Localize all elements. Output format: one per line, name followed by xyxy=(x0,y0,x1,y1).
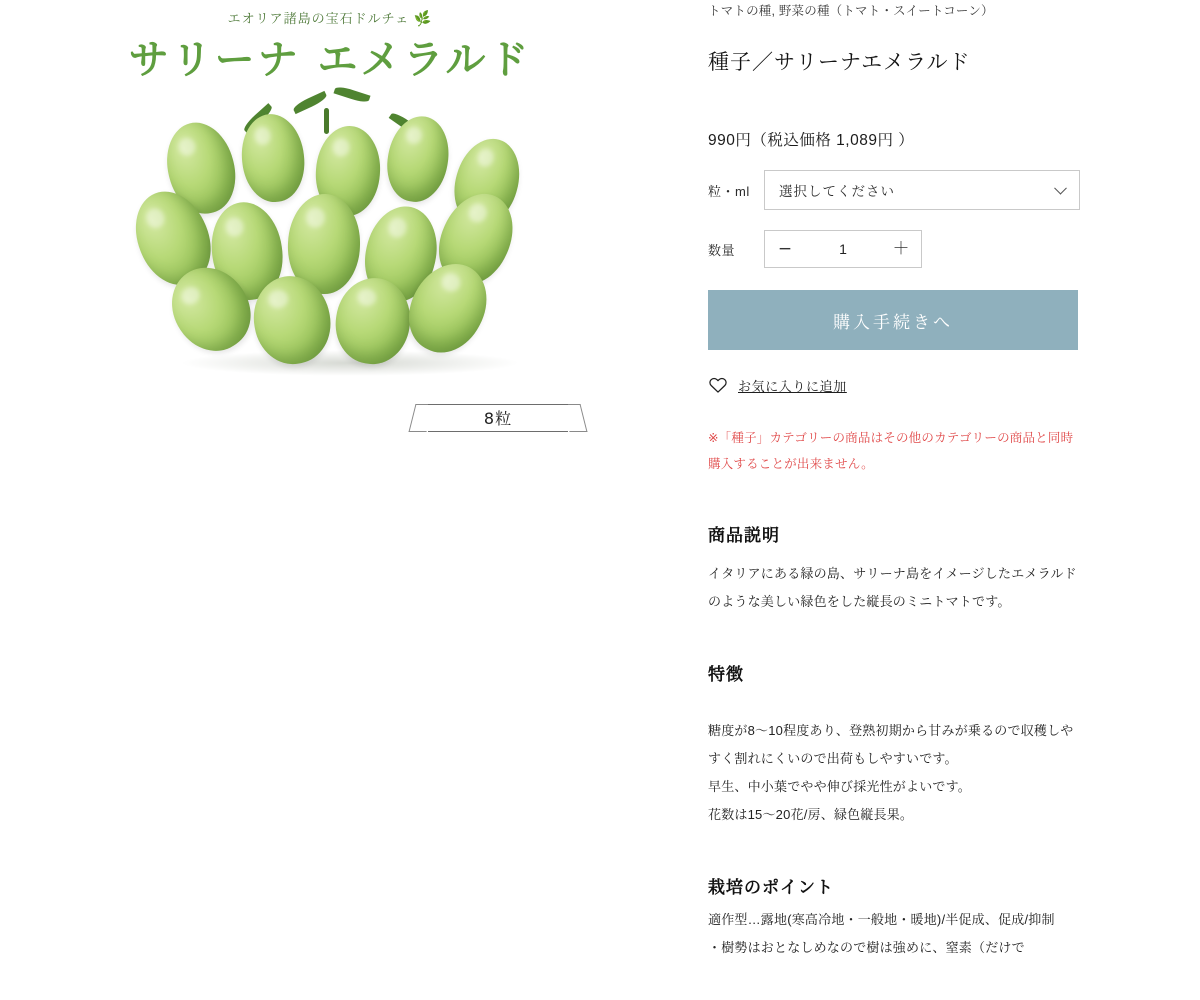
growing-body-1: 適作型…露地(寒高冷地・一般地・暖地)/半促成、促成/抑制 xyxy=(708,912,1055,927)
product-image[interactable] xyxy=(20,0,640,440)
image-tagline xyxy=(20,8,640,27)
description-body: イタリアにある緑の島、サリーナ島をイメージしたエメラルドのような美しい緑色をした縦長のミニトマトです。 xyxy=(708,566,1077,609)
stem-leaf xyxy=(333,85,370,105)
purchase-notice: ※「種子」カテゴリーの商品はその他のカテゴリーの商品と同時購入することが出来ません。 xyxy=(708,431,1074,471)
quantity-stepper[interactable] xyxy=(764,230,922,268)
product-info xyxy=(660,0,1200,1000)
unit-select-row xyxy=(708,170,1080,210)
stem-leaf xyxy=(292,91,328,114)
leaf-icon: 🌿 xyxy=(413,10,434,29)
features-body-2: 早生、中小葉でやや伸び採光性がよいです。 xyxy=(708,779,971,794)
heart-icon xyxy=(708,375,728,395)
add-to-favorites-link[interactable]: お気に入りに追加 xyxy=(738,378,847,394)
tomato xyxy=(381,111,455,206)
growing-heading: 栽培のポイント xyxy=(708,878,834,898)
breadcrumb[interactable]: トマトの種, 野菜の種（トマト・スイートコーン） xyxy=(708,4,994,18)
description-heading: 商品説明 xyxy=(708,526,780,546)
unit-select-value: 選択してください xyxy=(779,184,895,199)
unit-select[interactable] xyxy=(764,170,1080,210)
image-main-title: サリーナ エメラルド xyxy=(128,37,532,83)
quantity-row xyxy=(708,230,1080,268)
tomato-cluster xyxy=(120,80,580,380)
seed-count-label: 8粒 xyxy=(428,404,568,432)
seed-count-ribbon xyxy=(412,404,584,432)
growing-body-2: ・樹勢はおとなしめなので樹は強めに、窒素（だけで xyxy=(708,940,1025,955)
features-body-1: 糖度が8〜10程度あり、登熟初期から甘みが乗るので収穫しやすく割れにくいので出荷もしやすいです。 xyxy=(708,723,1074,766)
page-title: 種子／サリーナエメラルド xyxy=(708,50,971,74)
features-heading: 特徴 xyxy=(708,665,744,685)
checkout-button[interactable]: 購入手続きへ xyxy=(708,290,1078,350)
features-spacer xyxy=(708,699,1080,717)
quantity-label: 数量 xyxy=(708,242,736,258)
unit-select-label: 粒・ml xyxy=(708,183,750,199)
image-tagline-text: エオリア諸島の宝石ドルチェ xyxy=(227,12,410,27)
product-price: 990円（税込価格 1,089円 ） xyxy=(708,132,915,149)
quantity-value[interactable]: 1 xyxy=(839,241,847,257)
features-body-3: 花数は15〜20花/房、緑色縦長果。 xyxy=(708,807,914,822)
chevron-down-icon xyxy=(1054,182,1067,195)
add-to-favorites[interactable] xyxy=(708,375,1080,395)
quantity-decrease-button[interactable]: − xyxy=(765,231,805,267)
quantity-increase-button[interactable]: ＋ xyxy=(881,231,921,267)
stem xyxy=(324,108,329,134)
